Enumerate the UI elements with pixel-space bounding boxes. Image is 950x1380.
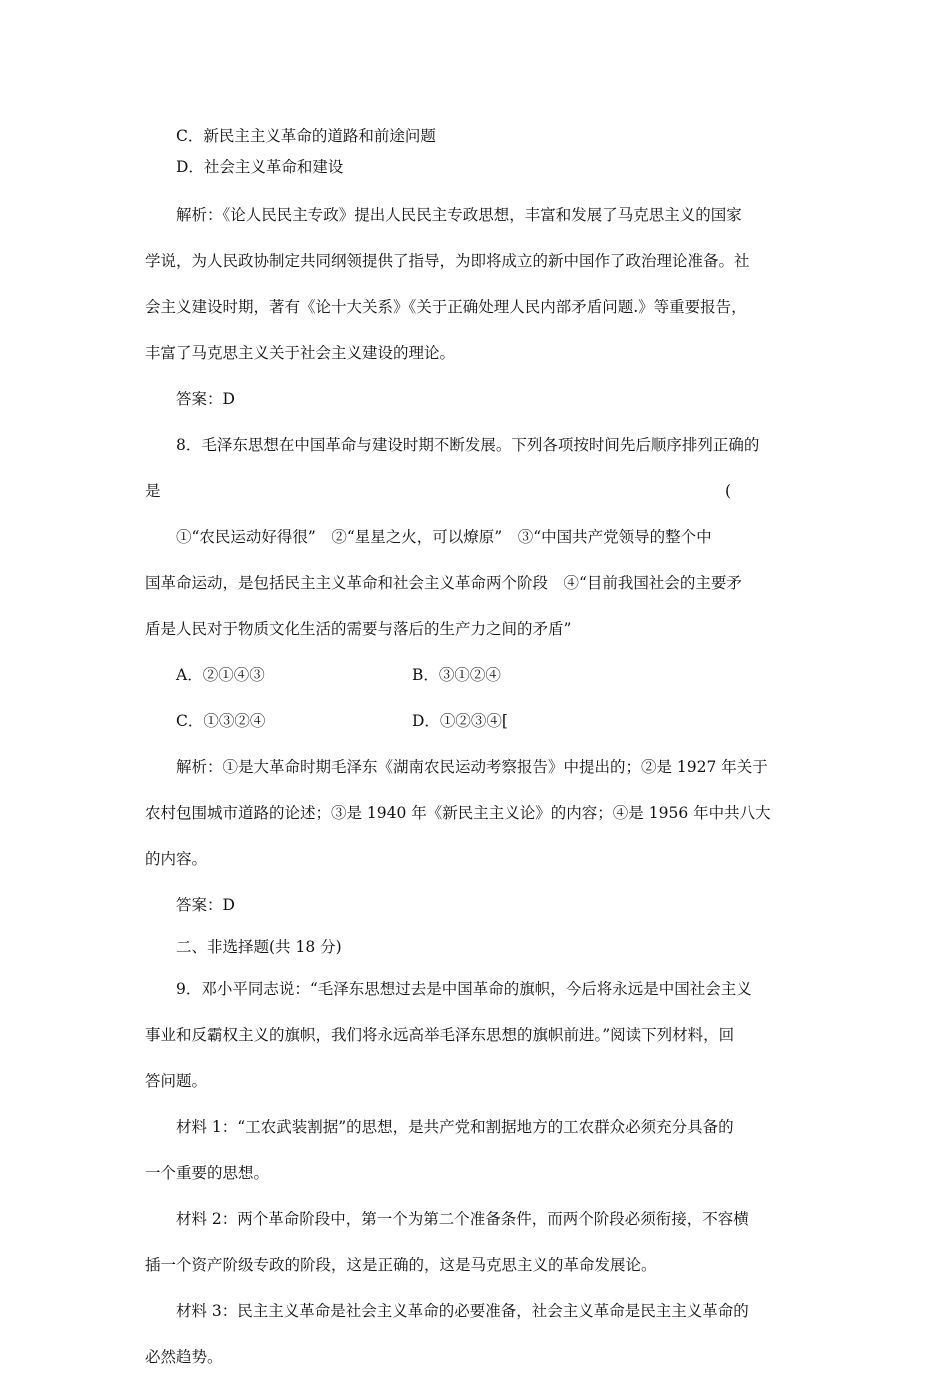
analysis-line: 的内容。: [145, 850, 208, 868]
material-3: 材料 3：民主主义革命是社会主义革命的必要准备，社会主义革命是民主主义革命的: [176, 1302, 749, 1320]
option-c: C．①③②④: [176, 712, 266, 730]
analysis-line: 农村包围城市道路的论述；③是 1940 年《新民主主义论》的内容；④是 1956 年中共八大: [145, 804, 771, 822]
option-d: D．①②③④[: [412, 712, 508, 730]
question-9-stem: 答问题。: [145, 1072, 208, 1090]
options-row-ab: [145, 652, 807, 698]
question-9-stem: 9．邓小平同志说：“毛泽东思想过去是中国革命的旗帜，今后将永远是中国社会主义: [176, 980, 752, 998]
analysis-paragraph: [145, 744, 807, 882]
answer-line: 答案：D: [176, 896, 235, 914]
material-2: 材料 2：两个革命阶段中，第一个为第二个准备条件，而两个阶段必须衔接，不容横: [176, 1210, 749, 1228]
option-a: A．②①④③: [176, 666, 265, 684]
document-content: [145, 121, 807, 1380]
items-line: 盾是人民对于物质文化生活的需要与落后的生产力之间的矛盾”: [145, 620, 572, 638]
analysis-line: 解析：①是大革命时期毛泽东《湖南农民运动考察报告》中提出的；②是 1927 年关于: [176, 758, 768, 776]
question-9-stem: 事业和反霸权主义的旗帜，我们将永远高举毛泽东思想的旗帜前进。”阅读下列材料，回: [145, 1026, 735, 1044]
items-line: 国革命运动，是包括民主主义革命和社会主义革命两个阶段 ④“目前我国社会的主要矛: [145, 574, 742, 592]
section-heading: 二、非选择题(共 18 分): [176, 938, 342, 956]
material-1: 一个重要的思想。: [145, 1164, 270, 1182]
material-3: 必然趋势。: [145, 1348, 223, 1366]
question-8-stem-end: 是: [145, 482, 161, 500]
question-8-items: [145, 514, 807, 652]
analysis-line: 解析：《论人民民主专政》提出人民民主专政思想，丰富和发展了马克思主义的国家: [176, 206, 742, 224]
option-b: B．③①②④: [412, 666, 501, 684]
options-row-cd: [145, 698, 807, 744]
material-1: 材料 1：“工农武装割据”的思想，是共产党和割据地方的工农群众必须充分具备的: [176, 1118, 734, 1136]
question-8-stem-cont: [145, 468, 807, 514]
answer-line: 答案：D: [176, 390, 235, 408]
option-d: D．社会主义革命和建设: [176, 158, 344, 176]
analysis-line: 会主义建设时期，著有《论十大关系》《关于正确处理人民内部矛盾问题.》等重要报告，: [145, 298, 747, 316]
option-c: C．新民主主义革命的道路和前途问题: [176, 127, 436, 145]
question-8-stem: 8．毛泽东思想在中国革命与建设时期不断发展。下列各项按时间先后顺序排列正确的: [176, 436, 760, 454]
material-2: 插一个资产阶级专政的阶段，这是正确的，这是马克思主义的革命发展论。: [145, 1256, 657, 1274]
answer-paren: (: [724, 482, 731, 500]
analysis-line: 丰富了马克思主义关于社会主义建设的理论。: [145, 344, 456, 362]
analysis-paragraph: [145, 192, 807, 376]
analysis-line: 学说，为人民政协制定共同纲领提供了指导，为即将成立的新中国作了政治理论准备。社: [145, 252, 750, 270]
items-line: ①“农民运动好得很” ②“星星之火，可以燎原” ③“中国共产党领导的整个中: [176, 528, 712, 546]
